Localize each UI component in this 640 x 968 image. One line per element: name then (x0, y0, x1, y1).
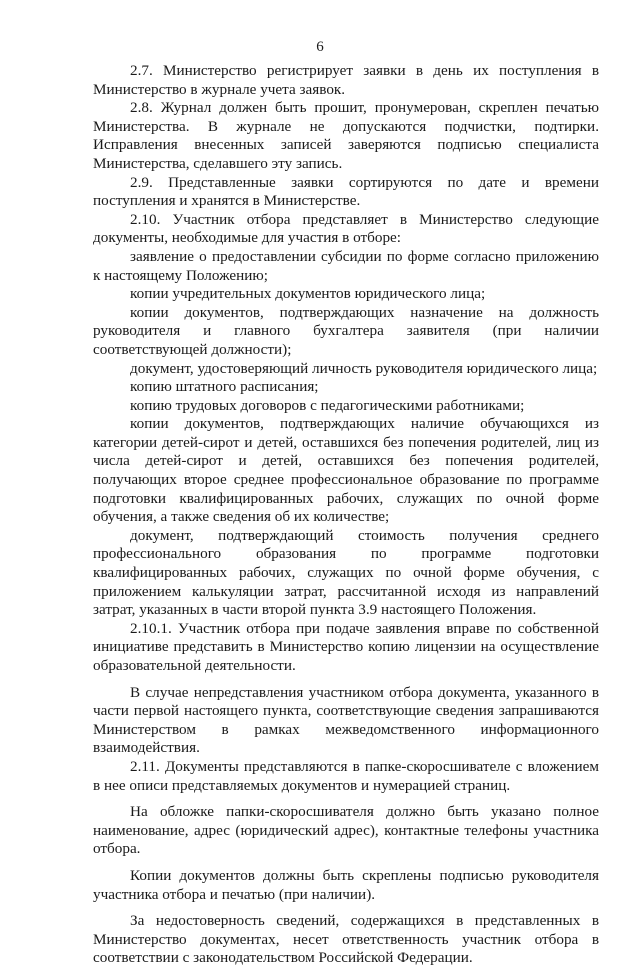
list-item-labor-contracts: копию трудовых договоров с педагогическими работниками; (130, 396, 525, 414)
paragraph-copies-signature: Копии документов должны быть скреплены подписью руководителя участника отбора и печатью (при наличии). (93, 866, 599, 903)
paragraph-responsibility: За недостоверность сведений, содержащихся в представленных в Министерство документах, несет ответственность участник отбора в соответствии с законодательством Российской Федерации. (93, 912, 599, 967)
list-item-cost-document: документ, подтверждающий стоимость получения среднего профессионального образования по программе подготовки квалифицированных рабочих, служащих по очной форме обучения, с приложением калькуляции затрат, рассчитанной исходя из направлений затрат, указанных в части второй пункта 3.9 настоящего Положения. (93, 526, 599, 619)
paragraph-2-10: 2.10. Участник отбора представляет в Министерство следующие документы, необходимые для участия в отборе: (93, 210, 599, 247)
paragraph-2-10-1: 2.10.1. Участник отбора при подаче заявления вправе по собственной инициативе представить в Министерство копию лицензии на осуществление образовательной деятельности. (93, 619, 599, 674)
paragraph-2-11: 2.11. Документы представляются в папке-скоросшивателе с вложением в нее описи представляемых документов и нумерацией страниц. (93, 757, 599, 794)
paragraph-folder-cover: На обложке папки-скоросшивателя должно быть указано полное наименование, адрес (юридический адрес), контактные телефоны участника отбора. (93, 803, 599, 858)
paragraph-non-submission: В случае непредставления участником отбора документа, указанного в части первой настоящего пункта, соответствующие сведения запрашиваются Министерством в рамках межведомственного информационного взаимодействия. (93, 683, 599, 757)
document-body (93, 62, 599, 968)
list-item-orphan-students-docs: копии документов, подтверждающих наличие обучающихся из категории детей-сирот и детей, оставшихся без попечения родителей, лиц из числа детей-сирот и детей, оставшихся без попечения родителей, получающих второе среднее профессиональное образование по программе подготовки квалифицированных рабочих, служащих по очной форме обучения, а также сведения об их количестве; (93, 415, 599, 526)
list-item-founding-docs: копии учредительных документов юридического лица; (130, 285, 486, 303)
list-item-appointment-docs: копии документов, подтверждающих назначение на должность руководителя и главного бухгалтера заявителя (при наличии соответствующей должности); (93, 303, 599, 358)
page-number: 6 (316, 39, 324, 55)
paragraph-2-8: 2.8. Журнал должен быть прошит, пронумерован, скреплен печатью Министерства. В журнале не допускаются подчистки, подтирки. Исправления внесенных записей заверяются подписью специалиста Министерства, сделавшего эту запись. (93, 99, 599, 172)
paragraph-2-9: 2.9. Представленные заявки сортируются по дате и времени поступления и хранятся в Министерстве. (93, 173, 599, 210)
list-item-application: заявление о предоставлении субсидии по форме согласно приложению к настоящему Положению; (93, 247, 599, 284)
list-item-identity-doc: документ, удостоверяющий личность руководителя юридического лица; (130, 359, 598, 377)
list-item-staff-schedule: копию штатного расписания; (130, 378, 319, 396)
paragraph-2-7: 2.7. Министерство регистрирует заявки в день их поступления в Министерство в журнале учета заявок. (93, 62, 599, 98)
